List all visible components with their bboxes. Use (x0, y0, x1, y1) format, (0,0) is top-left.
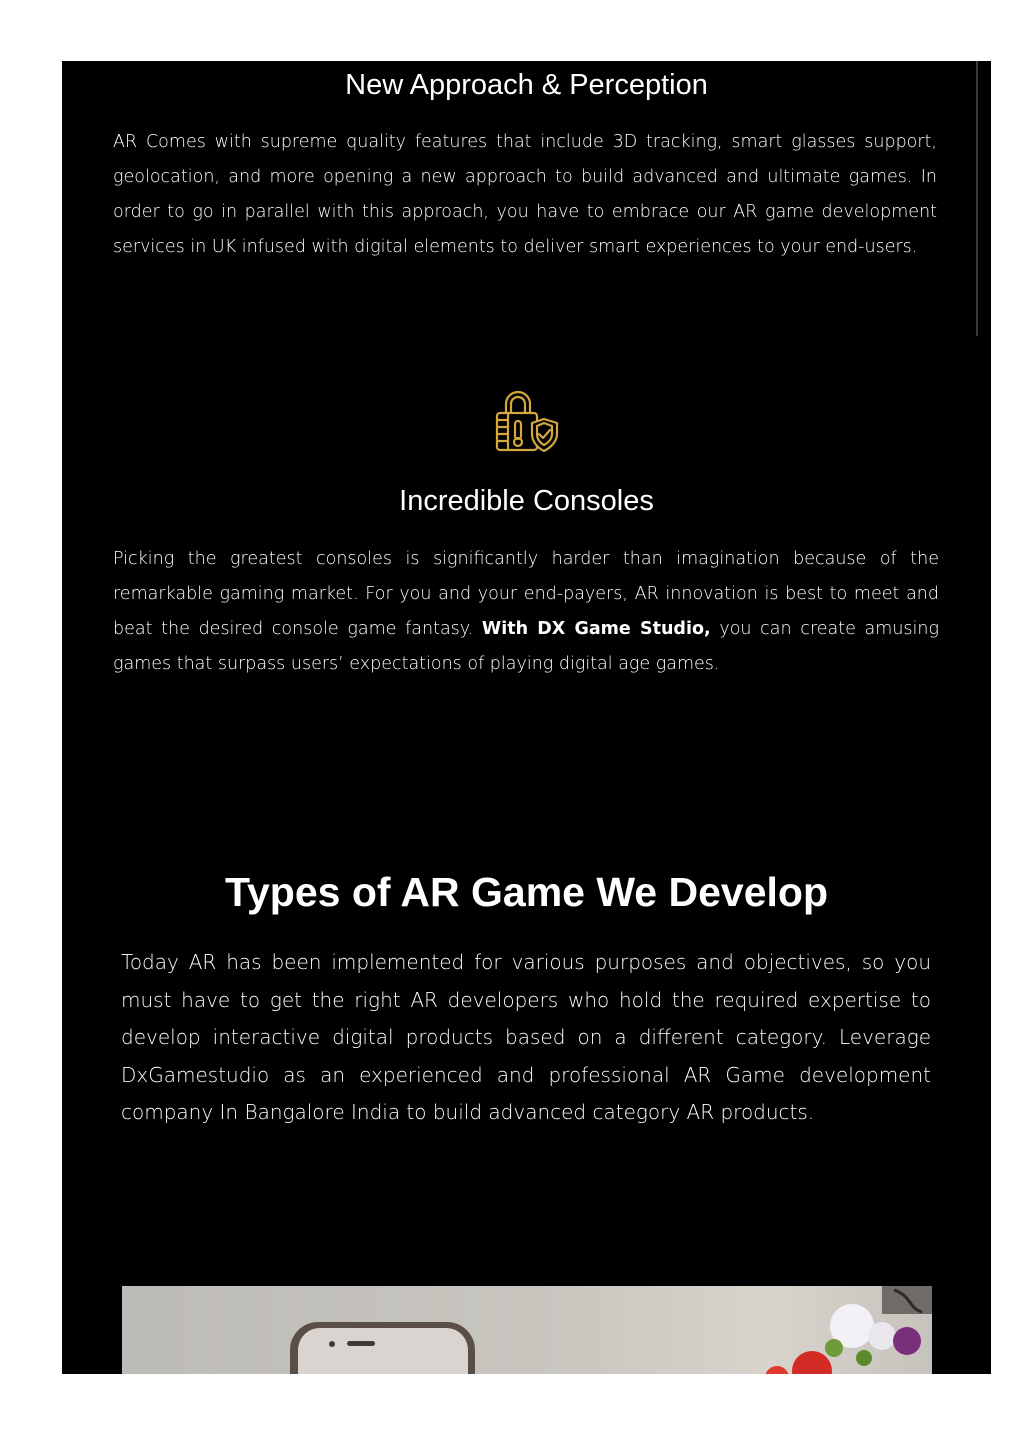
consoles-text-start: Picking the greatest consoles is significantly harder than imagination because of the remarkable gaming market. For you and your end-payers, AR innovation is best to meet and beat the desired console game fantasy. (113, 549, 939, 639)
lock-shield-icon (492, 387, 562, 453)
section-body-consoles (113, 542, 939, 682)
section-title-consoles: Incredible Consoles (399, 485, 654, 517)
ar-game-photo (122, 1286, 932, 1374)
types-heading: Types of AR Game We Develop (224, 869, 828, 915)
consoles-text-bold: With DX Game Studio, (481, 619, 711, 639)
types-body: Today AR has been implemented for various purposes and objectives, so you must have to get the right AR developers who hold the required expertise to develop interactive digital products based on a different category. Leverage DxGamestudio as an experienced and professional AR Game development company In Bangalore India to build advanced category AR products. (121, 950, 931, 1124)
section-body-approach: AR Comes with supreme quality features that include 3D tracking, smart glasses support, geolocation, and more opening a new approach to build advanced and ultimate games. In order to go in parallel with this approach, you have to embrace our AR game development services in UK infused with digital elements to deliver smart experiences to your end-users. (113, 132, 937, 257)
consoles-text-end: you can create amusing games that surpass users’ expectations of playing digital age games. (113, 619, 939, 674)
section-title-approach: New Approach & Perception (345, 69, 708, 101)
content-panel (62, 61, 991, 1374)
scrollbar-line (976, 61, 978, 336)
